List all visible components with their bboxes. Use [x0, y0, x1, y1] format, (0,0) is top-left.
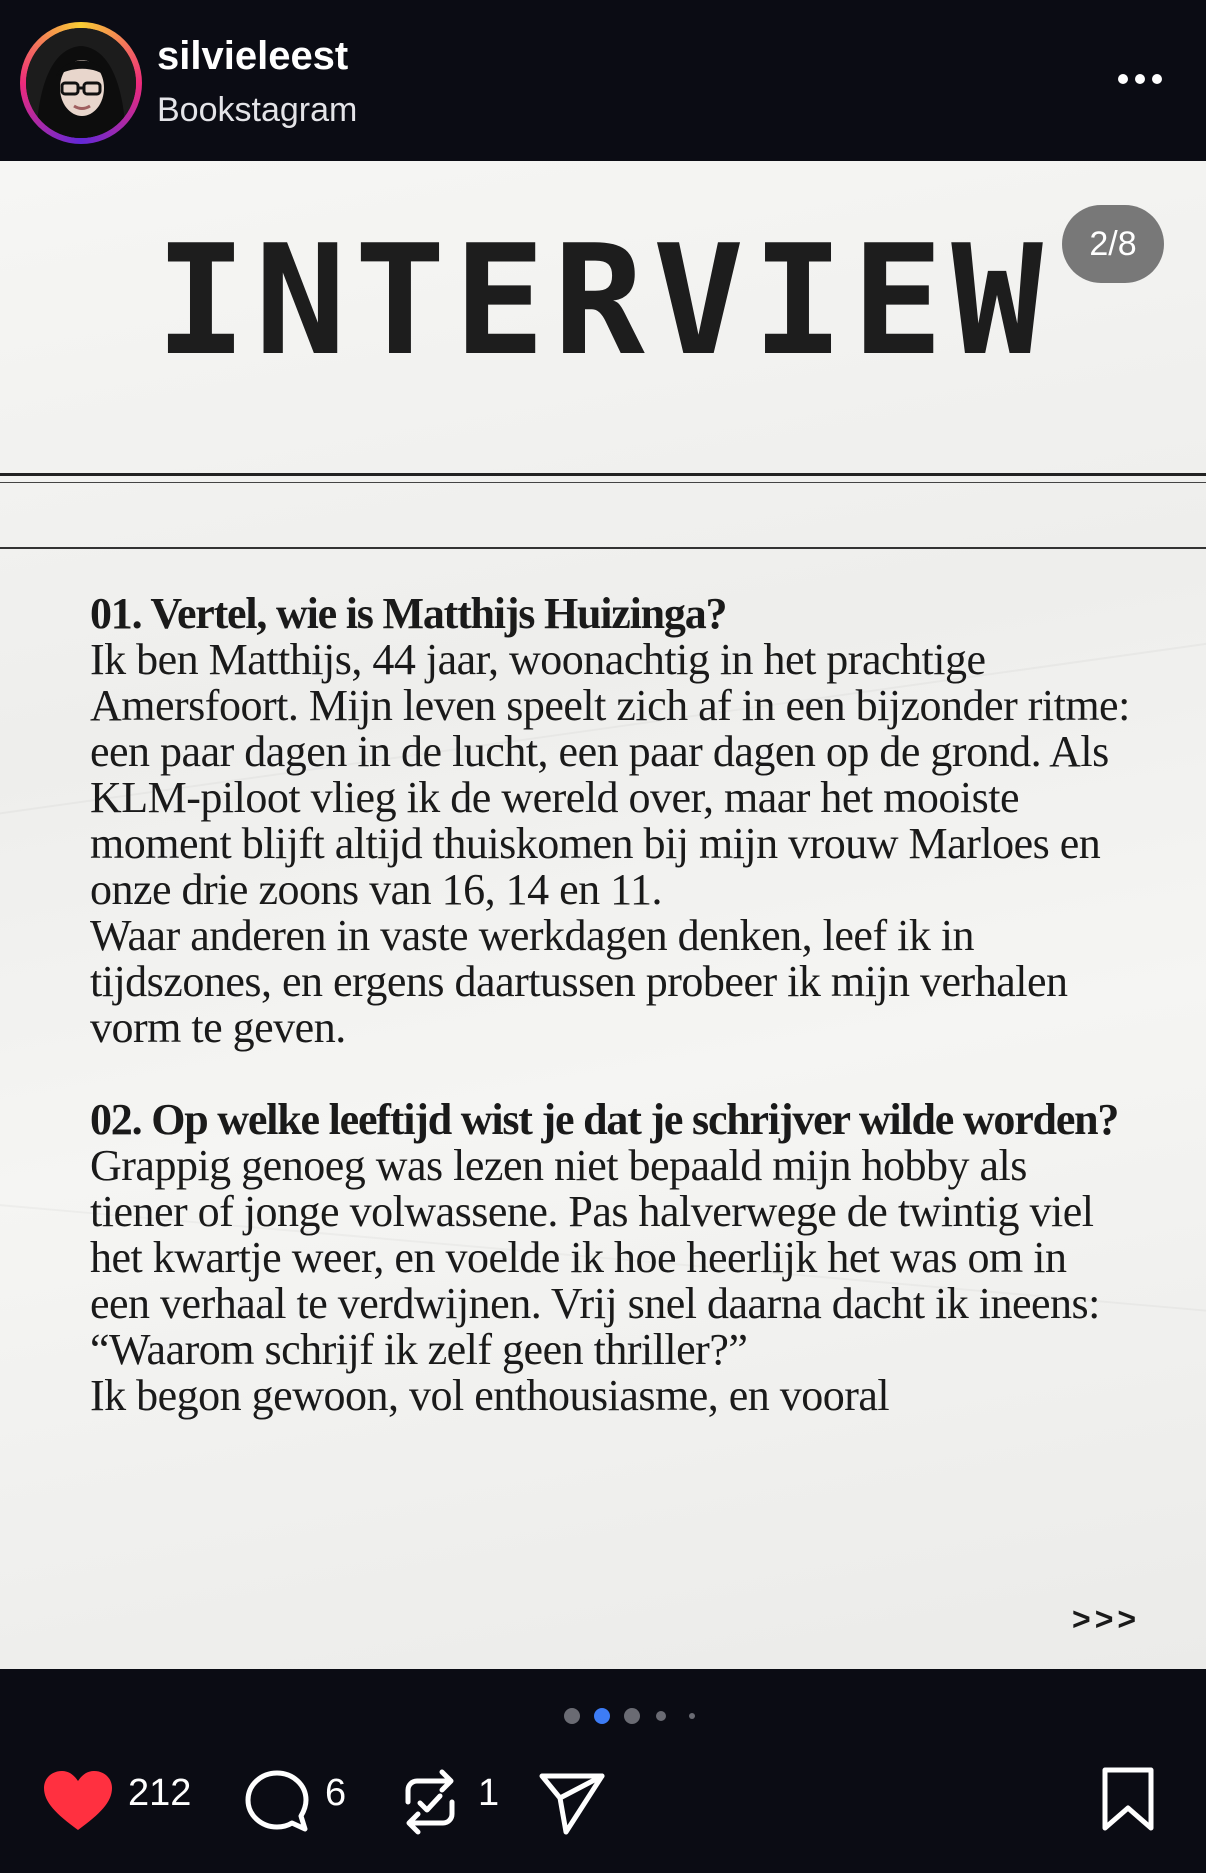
slide-heading: INTERVIEW	[155, 212, 1051, 389]
repost-icon	[398, 1768, 462, 1836]
carousel-dot	[624, 1708, 640, 1724]
like-button[interactable]	[42, 1770, 114, 1837]
comments-count[interactable]: 6	[325, 1772, 347, 1814]
answer-2-paragraph-1: Grappig genoeg was lezen niet bepaald mijn hobby als tiener of jonge volwassene. Pas halverwege de twintig viel het kwartje weer, en voelde ik hoe heerlijk het was om in een verhaal te verdwijnen. Vrij snel daarna dacht ik ineens: “Waarom schrijf ik zelf geen thriller?”	[90, 1141, 1100, 1374]
carousel-indicator	[0, 1706, 1206, 1726]
divider	[0, 547, 1206, 549]
carousel-dot-active	[594, 1708, 610, 1724]
divider	[0, 482, 1206, 483]
reposts-count[interactable]: 1	[478, 1772, 500, 1814]
likes-count[interactable]: 212	[128, 1772, 192, 1814]
question-2: 02. Op welke leeftijd wist je dat je schrijver wilde worden?	[90, 1095, 1119, 1144]
avatar-image	[26, 28, 136, 138]
carousel-dot	[564, 1708, 580, 1724]
answer-2-paragraph-2: Ik begon gewoon, vol enthousiasme, en vooral	[90, 1371, 890, 1420]
send-icon	[538, 1768, 606, 1836]
save-button[interactable]	[1100, 1766, 1156, 1837]
next-slide-arrows[interactable]: >>>	[1072, 1601, 1141, 1637]
slide-counter-badge: 2/8	[1062, 205, 1164, 283]
carousel-dot	[689, 1713, 695, 1719]
heart-icon	[42, 1770, 114, 1832]
comment-button[interactable]	[243, 1768, 311, 1841]
interview-text	[90, 591, 1130, 1419]
carousel-dot	[656, 1711, 666, 1721]
more-options-icon[interactable]	[1110, 62, 1170, 98]
username[interactable]: silvieleest	[157, 34, 349, 78]
avatar[interactable]	[20, 22, 142, 144]
post-actions-bar	[0, 1750, 1206, 1850]
comment-icon	[243, 1768, 311, 1836]
question-1: 01. Vertel, wie is Matthijs Huizinga?	[90, 589, 727, 638]
post-header	[0, 0, 1206, 160]
answer-1-paragraph-1: Ik ben Matthijs, 44 jaar, woonachtig in het prachtige Amersfoort. Mijn leven speelt zich af in een bijzonder ritme: een paar dagen in de lucht, een paar dagen op de grond. Als KLM-piloot vlieg ik de wereld over, maar het mooiste moment blijft altijd thuiskomen bij mijn vrouw Marloes en onze drie zoons van 16, 14 en 11.	[90, 635, 1130, 914]
answer-1-paragraph-2: Waar anderen in vaste werkdagen denken, leef ik in tijdszones, en ergens daartussen probeer ik mijn verhalen vorm te geven.	[90, 911, 1068, 1052]
post-slide[interactable]	[0, 161, 1206, 1669]
bookmark-icon	[1100, 1766, 1156, 1832]
share-button[interactable]	[538, 1768, 606, 1841]
divider	[0, 473, 1206, 476]
repost-button[interactable]	[398, 1768, 462, 1841]
account-subtitle: Bookstagram	[157, 91, 358, 129]
